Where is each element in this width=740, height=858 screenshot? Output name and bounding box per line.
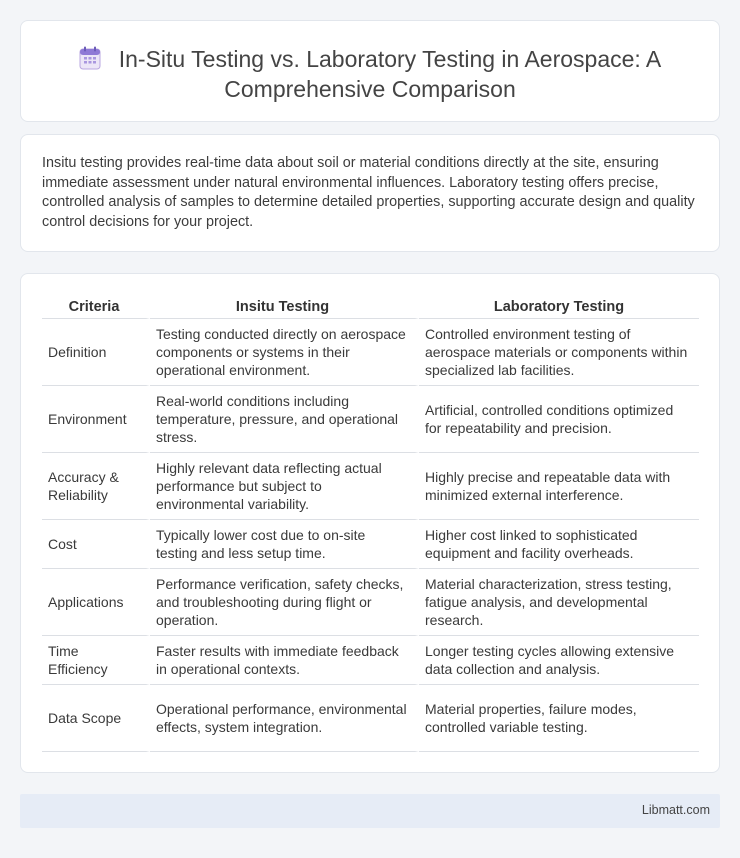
row-criteria: Data Scope [42, 685, 150, 752]
footer-brand[interactable]: Libmatt.com [641, 803, 710, 817]
title-card [20, 20, 720, 122]
row-insitu: Highly relevant data reflecting actual performance but subject to environmental variability. [150, 453, 419, 520]
page-title-text: In-Situ Testing vs. Laboratory Testing in Aerospace: A Comprehensive Comparison [118, 46, 662, 102]
table-row [42, 636, 699, 685]
row-lab: Material properties, failure modes, controlled variable testing. [419, 685, 699, 752]
row-insitu: Typically lower cost due to on-site testing and less setup time. [150, 520, 419, 569]
row-insitu: Real-world conditions including temperature, pressure, and operational stress. [150, 386, 419, 453]
header-insitu: Insitu Testing [150, 293, 419, 319]
table-row [42, 453, 699, 520]
row-criteria: Definition [42, 319, 150, 386]
footer-bar [20, 794, 720, 828]
row-insitu: Testing conducted directly on aerospace components or systems in their operational environment. [150, 319, 419, 386]
row-insitu: Performance verification, safety checks, and troubleshooting during flight or operation. [150, 569, 419, 636]
row-criteria: Time Efficiency [42, 636, 150, 685]
header-laboratory: Laboratory Testing [419, 293, 699, 319]
row-criteria: Environment [42, 386, 150, 453]
row-criteria: Applications [42, 569, 150, 636]
row-insitu: Faster results with immediate feedback in operational contexts. [150, 636, 419, 685]
table-header-row [42, 293, 699, 319]
page-title [21, 44, 719, 104]
header-criteria: Criteria [42, 293, 150, 319]
row-criteria: Cost [42, 520, 150, 569]
intro-paragraph: Insitu testing provides real-time data about soil or material conditions directly at the site, ensuring immediate assessment under natural environmental influences. Laboratory testing offers precise, controlled analysis of samples to determine detailed properties, supporting accurate design and quality control decisions for your project. [42, 155, 695, 230]
table-row [42, 685, 699, 752]
row-lab: Material characterization, stress testing, fatigue analysis, and developmental research. [419, 569, 699, 636]
row-criteria: Accuracy & Reliability [42, 453, 150, 520]
comparison-table [42, 293, 699, 752]
row-lab: Higher cost linked to sophisticated equipment and facility overheads. [419, 520, 699, 569]
title-wrap [21, 44, 719, 104]
table-row [42, 569, 699, 636]
table-row [42, 520, 699, 569]
intro-card [20, 134, 720, 252]
table-row [42, 386, 699, 453]
table-row [42, 319, 699, 386]
row-insitu: Operational performance, environmental effects, system integration. [150, 685, 419, 752]
comparison-table-card [20, 273, 720, 773]
row-lab: Longer testing cycles allowing extensive data collection and analysis. [419, 636, 699, 685]
row-lab: Highly precise and repeatable data with minimized external interference. [419, 453, 699, 520]
calendar-icon [79, 46, 101, 70]
row-lab: Controlled environment testing of aerospace materials or components within specialized lab facilities. [419, 319, 699, 386]
row-lab: Artificial, controlled conditions optimized for repeatability and precision. [419, 386, 699, 453]
